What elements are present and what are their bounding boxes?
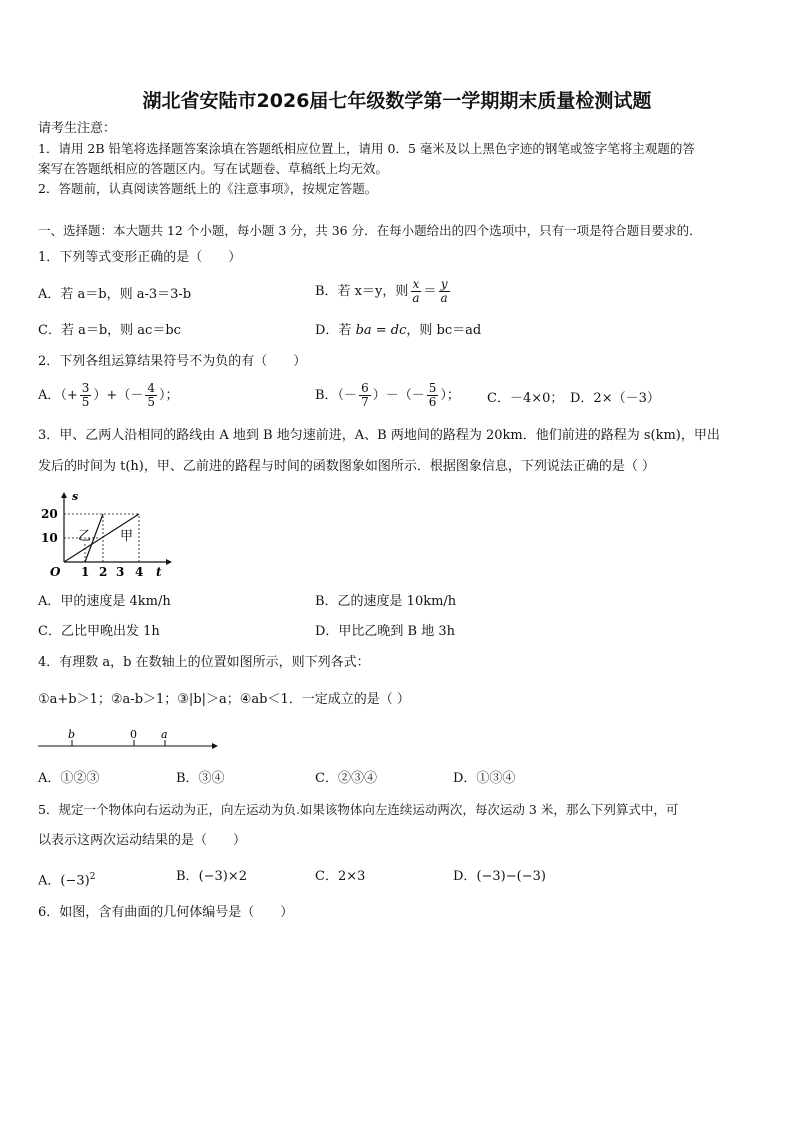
x-tick-2: 2 — [99, 565, 108, 579]
q4-option-b: B．③④ — [176, 771, 225, 786]
x-tick-1: 1 — [81, 565, 90, 579]
q3-option-c: C．乙比甲晚出发 1h — [38, 624, 160, 639]
q3-option-b: B．乙的速度是 10km/h — [315, 594, 457, 609]
label-yi: 乙 — [78, 529, 92, 544]
q4-option-d: D．①③④ — [453, 771, 516, 786]
question-4-stem: 4．有理数 a，b 在数轴上的位置如图所示，则下列各式： — [38, 655, 370, 670]
q2-option-b: B．（－ $\frac{6}{7}$ ）－（－ $\frac{5}{6}$ ）； — [315, 381, 460, 409]
question-4-items: ①a+b＞1；②a-b＞1；③|b|＞a；④ab＜1．一定成立的是（ ） — [38, 692, 410, 707]
q5-option-d: D．(−3)−(−3) — [453, 869, 546, 884]
q1-option-d: D．若 ba = dc，则 bc＝ad — [315, 323, 482, 338]
label-b: b — [68, 728, 76, 741]
q1-option-b: B．若 x＝y，则 $\frac{x}{a}$ ＝ $\frac{y}{a}$ — [315, 277, 448, 305]
notice-heading: 请考生注意： — [38, 121, 117, 136]
label-a: a — [161, 728, 168, 741]
q5-option-b: B．(−3)×2 — [176, 869, 248, 884]
q2-option-c: C．－4×0； — [487, 391, 564, 406]
question-3-line-2: 发后的时间为 t(h)，甲、乙前进的路程与时间的函数图象如图所示．根据图象信息，下列说法正确的是（ ） — [38, 459, 656, 474]
x-axis-label: t — [156, 565, 162, 579]
q1-option-c: C．若 a＝b，则 ac＝bc — [38, 323, 181, 338]
q4-option-a: A．①②③ — [38, 771, 100, 786]
number-line — [36, 725, 226, 755]
page-title: 湖北省安陆市2026届七年级数学第一学期期末质量检测试题 — [142, 90, 652, 112]
question-1-stem: 1．下列等式变形正确的是（ ） — [38, 250, 242, 265]
origin-label: O — [50, 565, 61, 579]
q2-option-a: A．（+ $\frac{3}{5}$ ）+（－ $\frac{4}{5}$ ）； — [38, 381, 179, 409]
y-axis-label: s — [72, 490, 79, 503]
x-tick-4: 4 — [135, 565, 144, 579]
label-zero: 0 — [130, 728, 137, 741]
section-heading: 一、选择题：本大题共 12 个小题，每小题 3 分，共 36 分．在每小题给出的四个选项中，只有一项是符合题目要求的． — [38, 223, 702, 238]
question-2-stem: 2．下列各组运算结果符号不为负的有（ ） — [38, 354, 307, 369]
x-axis-arrow-icon — [166, 559, 172, 565]
question-5-line-2: 以表示这两次运动结果的是（ ） — [38, 833, 247, 848]
y-tick-20: 20 — [41, 507, 58, 521]
number-line-arrow-icon — [212, 743, 218, 749]
notice-line-1b: 案写在答题纸相应的答题区内。写在试题卷、草稿纸上均无效。 — [38, 161, 389, 176]
question-6-stem: 6．如图，含有曲面的几何体编号是（ ） — [38, 905, 294, 920]
q4-option-c: C．②③④ — [315, 771, 377, 786]
question-3-line-1: 3．甲、乙两人沿相同的路线由 A 地到 B 地匀速前进，A、B 两地间的路程为 20km．他们前进的路程为 s(km)，甲出 — [38, 428, 720, 443]
label-jia: 甲 — [120, 529, 134, 544]
notice-line-1a: 1．请用 2B 铅笔将选择题答案涂填在答题纸相应位置上，请用 0．5 毫米及以上黑色字迹的钢笔或签字笔将主观题的答 — [38, 141, 695, 156]
q3-option-d: D．甲比乙晚到 B 地 3h — [315, 624, 456, 639]
x-tick-3: 3 — [116, 565, 125, 579]
q5-option-c: C．2×3 — [315, 869, 366, 884]
q1-option-a: A．若 a＝b，则 a-3＝3-b — [38, 287, 192, 302]
y-axis-arrow-icon — [61, 492, 67, 498]
distance-time-graph — [38, 490, 178, 580]
q3-option-a: A．甲的速度是 4km/h — [38, 594, 171, 609]
q2-option-d: D．2×（－3） — [570, 391, 660, 406]
notice-line-2: 2．答题前，认真阅读答题纸上的《注意事项》，按规定答题。 — [38, 181, 378, 196]
question-5-line-1: 5．规定一个物体向右运动为正，向左运动为负.如果该物体向左连续运动两次，每次运动 3 米，那么下列算式中，可 — [38, 802, 679, 817]
q5-option-a: A．$(-3)^2$ — [38, 872, 96, 889]
y-tick-10: 10 — [41, 531, 58, 545]
